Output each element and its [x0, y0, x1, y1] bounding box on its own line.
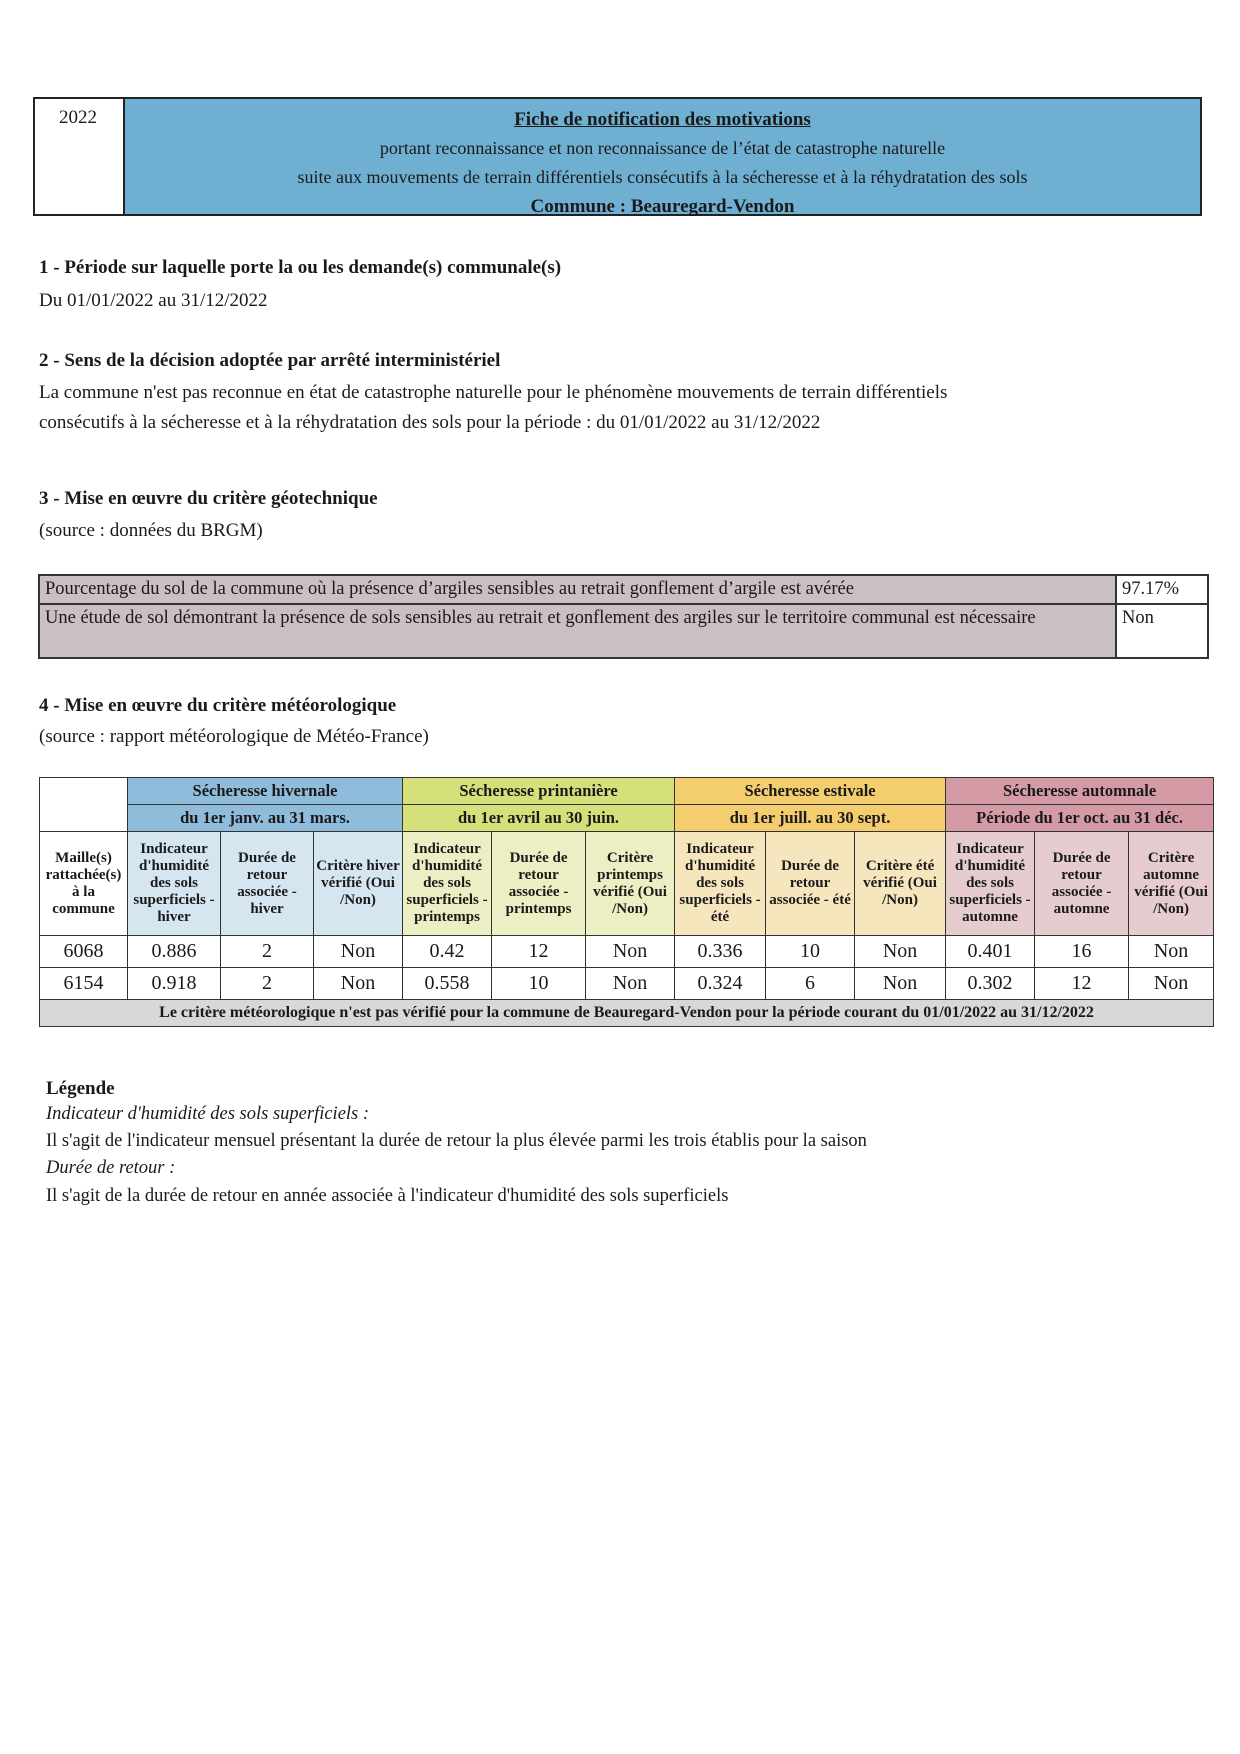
- group-name-autumn: Sécheresse automnale: [946, 778, 1214, 805]
- table-cell: 0.886: [128, 936, 221, 968]
- group-name-spring: Sécheresse printanière: [403, 778, 675, 805]
- column-header: Indicateur d'humidité des sols superficiels - été: [675, 832, 766, 936]
- header-year: 2022: [35, 99, 125, 214]
- section3-source: (source : données du BRGM): [39, 520, 263, 541]
- table-row: [39, 575, 1208, 604]
- geo-label: Une étude de sol démontrant la présence de sols sensibles au retrait et gonflement des argiles sur le territoire communal est nécessaire: [39, 604, 1116, 658]
- section3-title: 3 - Mise en œuvre du critère géotechnique: [39, 488, 378, 509]
- corner-cell: [40, 778, 128, 832]
- column-header: Indicateur d'humidité des sols superficiels - hiver: [128, 832, 221, 936]
- table-cell: 0.401: [946, 936, 1035, 968]
- legend-def-duration: Il s'agit de la durée de retour en année associée à l'indicateur d'humidité des sols superficiels: [46, 1186, 729, 1206]
- table-cell: 10: [492, 968, 586, 1000]
- legend-term-duration: Durée de retour :: [46, 1158, 176, 1178]
- table-cell: 6068: [40, 936, 128, 968]
- table-cell: 0.918: [128, 968, 221, 1000]
- header-subtitle-1: portant reconnaissance et non reconnaissance de l’état de catastrophe naturelle: [379, 138, 946, 158]
- column-header: Durée de retour associée - hiver: [221, 832, 314, 936]
- geotechnical-table: [38, 574, 1209, 659]
- column-header: Maille(s) rattachée(s) à la commune: [40, 832, 128, 936]
- group-period-autumn: Période du 1er oct. au 31 déc.: [946, 805, 1214, 832]
- table-cell: Non: [314, 968, 403, 1000]
- table-cell: Non: [1129, 968, 1214, 1000]
- table-row: [40, 805, 1214, 832]
- table-cell: 0.558: [403, 968, 492, 1000]
- document-title: Fiche de notification des motivations: [514, 109, 811, 130]
- table-cell: 6: [766, 968, 855, 1000]
- table-cell: 2: [221, 968, 314, 1000]
- geo-value: 97.17%: [1116, 575, 1208, 604]
- legend-term-indicator: Indicateur d'humidité des sols superficiels :: [46, 1104, 370, 1124]
- section4-title: 4 - Mise en œuvre du critère météorologique: [39, 695, 397, 716]
- table-cell: 2: [221, 936, 314, 968]
- geo-label: Pourcentage du sol de la commune où la présence d’argiles sensibles au retrait gonflement d’argile est avérée: [39, 575, 1116, 604]
- header-subtitle-2: suite aux mouvements de terrain différentiels consécutifs à la sécheresse et à la réhydratation des sols: [297, 167, 1028, 187]
- table-header-row: [40, 832, 1214, 936]
- section2-line1: La commune n'est pas reconnue en état de catastrophe naturelle pour le phénomène mouvements de terrain différentiels: [39, 382, 948, 403]
- table-cell: Non: [855, 936, 946, 968]
- table-cell: 0.336: [675, 936, 766, 968]
- section2-title: 2 - Sens de la décision adoptée par arrêté interministériel: [39, 350, 501, 371]
- geo-value: Non: [1116, 604, 1208, 658]
- group-name-winter: Sécheresse hivernale: [128, 778, 403, 805]
- table-cell: Non: [314, 936, 403, 968]
- header-commune: Commune : Beauregard-Vendon: [530, 196, 795, 217]
- table-row: [40, 778, 1214, 805]
- section1-title: 1 - Période sur laquelle porte la ou les demande(s) communale(s): [39, 257, 562, 278]
- section4-source: (source : rapport météorologique de Météo-France): [39, 726, 429, 747]
- table-cell: 12: [1035, 968, 1129, 1000]
- table-cell: 0.302: [946, 968, 1035, 1000]
- meteorological-table: [39, 777, 1214, 1027]
- column-header: Critère automne vérifié (Oui /Non): [1129, 832, 1214, 936]
- column-header: Durée de retour associée - automne: [1035, 832, 1129, 936]
- header-main: [125, 99, 1200, 217]
- section1-text: Du 01/01/2022 au 31/12/2022: [39, 290, 268, 311]
- group-period-summer: du 1er juill. au 30 sept.: [675, 805, 946, 832]
- column-header: Durée de retour associée - printemps: [492, 832, 586, 936]
- column-header: Critère printemps vérifié (Oui /Non): [586, 832, 675, 936]
- table-cell: 0.42: [403, 936, 492, 968]
- table-row: [40, 968, 1214, 1000]
- header-box: [33, 97, 1202, 216]
- legend-def-indicator: Il s'agit de l'indicateur mensuel présentant la durée de retour la plus élevée parmi les trois établis pour la saison: [46, 1131, 867, 1151]
- table-row: [40, 936, 1214, 968]
- table-cell: 10: [766, 936, 855, 968]
- column-header: Critère hiver vérifié (Oui /Non): [314, 832, 403, 936]
- column-header: Durée de retour associée - été: [766, 832, 855, 936]
- section2-line2: consécutifs à la sécheresse et à la réhydratation des sols pour la période : du 01/01/2022 au 31/12/2022: [39, 412, 821, 433]
- meteo-conclusion: Le critère météorologique n'est pas vérifié pour la commune de Beauregard-Vendon pour la période courant du 01/01/2022 au 31/12/2022: [40, 1000, 1214, 1027]
- table-cell: 16: [1035, 936, 1129, 968]
- table-footer-row: [40, 1000, 1214, 1027]
- legend-title: Légende: [46, 1078, 115, 1099]
- table-cell: 6154: [40, 968, 128, 1000]
- table-cell: Non: [586, 936, 675, 968]
- column-header: Indicateur d'humidité des sols superficiels - printemps: [403, 832, 492, 936]
- table-cell: Non: [586, 968, 675, 1000]
- table-cell: 12: [492, 936, 586, 968]
- table-row: [39, 604, 1208, 658]
- table-cell: Non: [855, 968, 946, 1000]
- table-cell: 0.324: [675, 968, 766, 1000]
- group-name-summer: Sécheresse estivale: [675, 778, 946, 805]
- group-period-spring: du 1er avril au 30 juin.: [403, 805, 675, 832]
- table-cell: Non: [1129, 936, 1214, 968]
- column-header: Indicateur d'humidité des sols superficiels - automne: [946, 832, 1035, 936]
- group-period-winter: du 1er janv. au 31 mars.: [128, 805, 403, 832]
- column-header: Critère été vérifié (Oui /Non): [855, 832, 946, 936]
